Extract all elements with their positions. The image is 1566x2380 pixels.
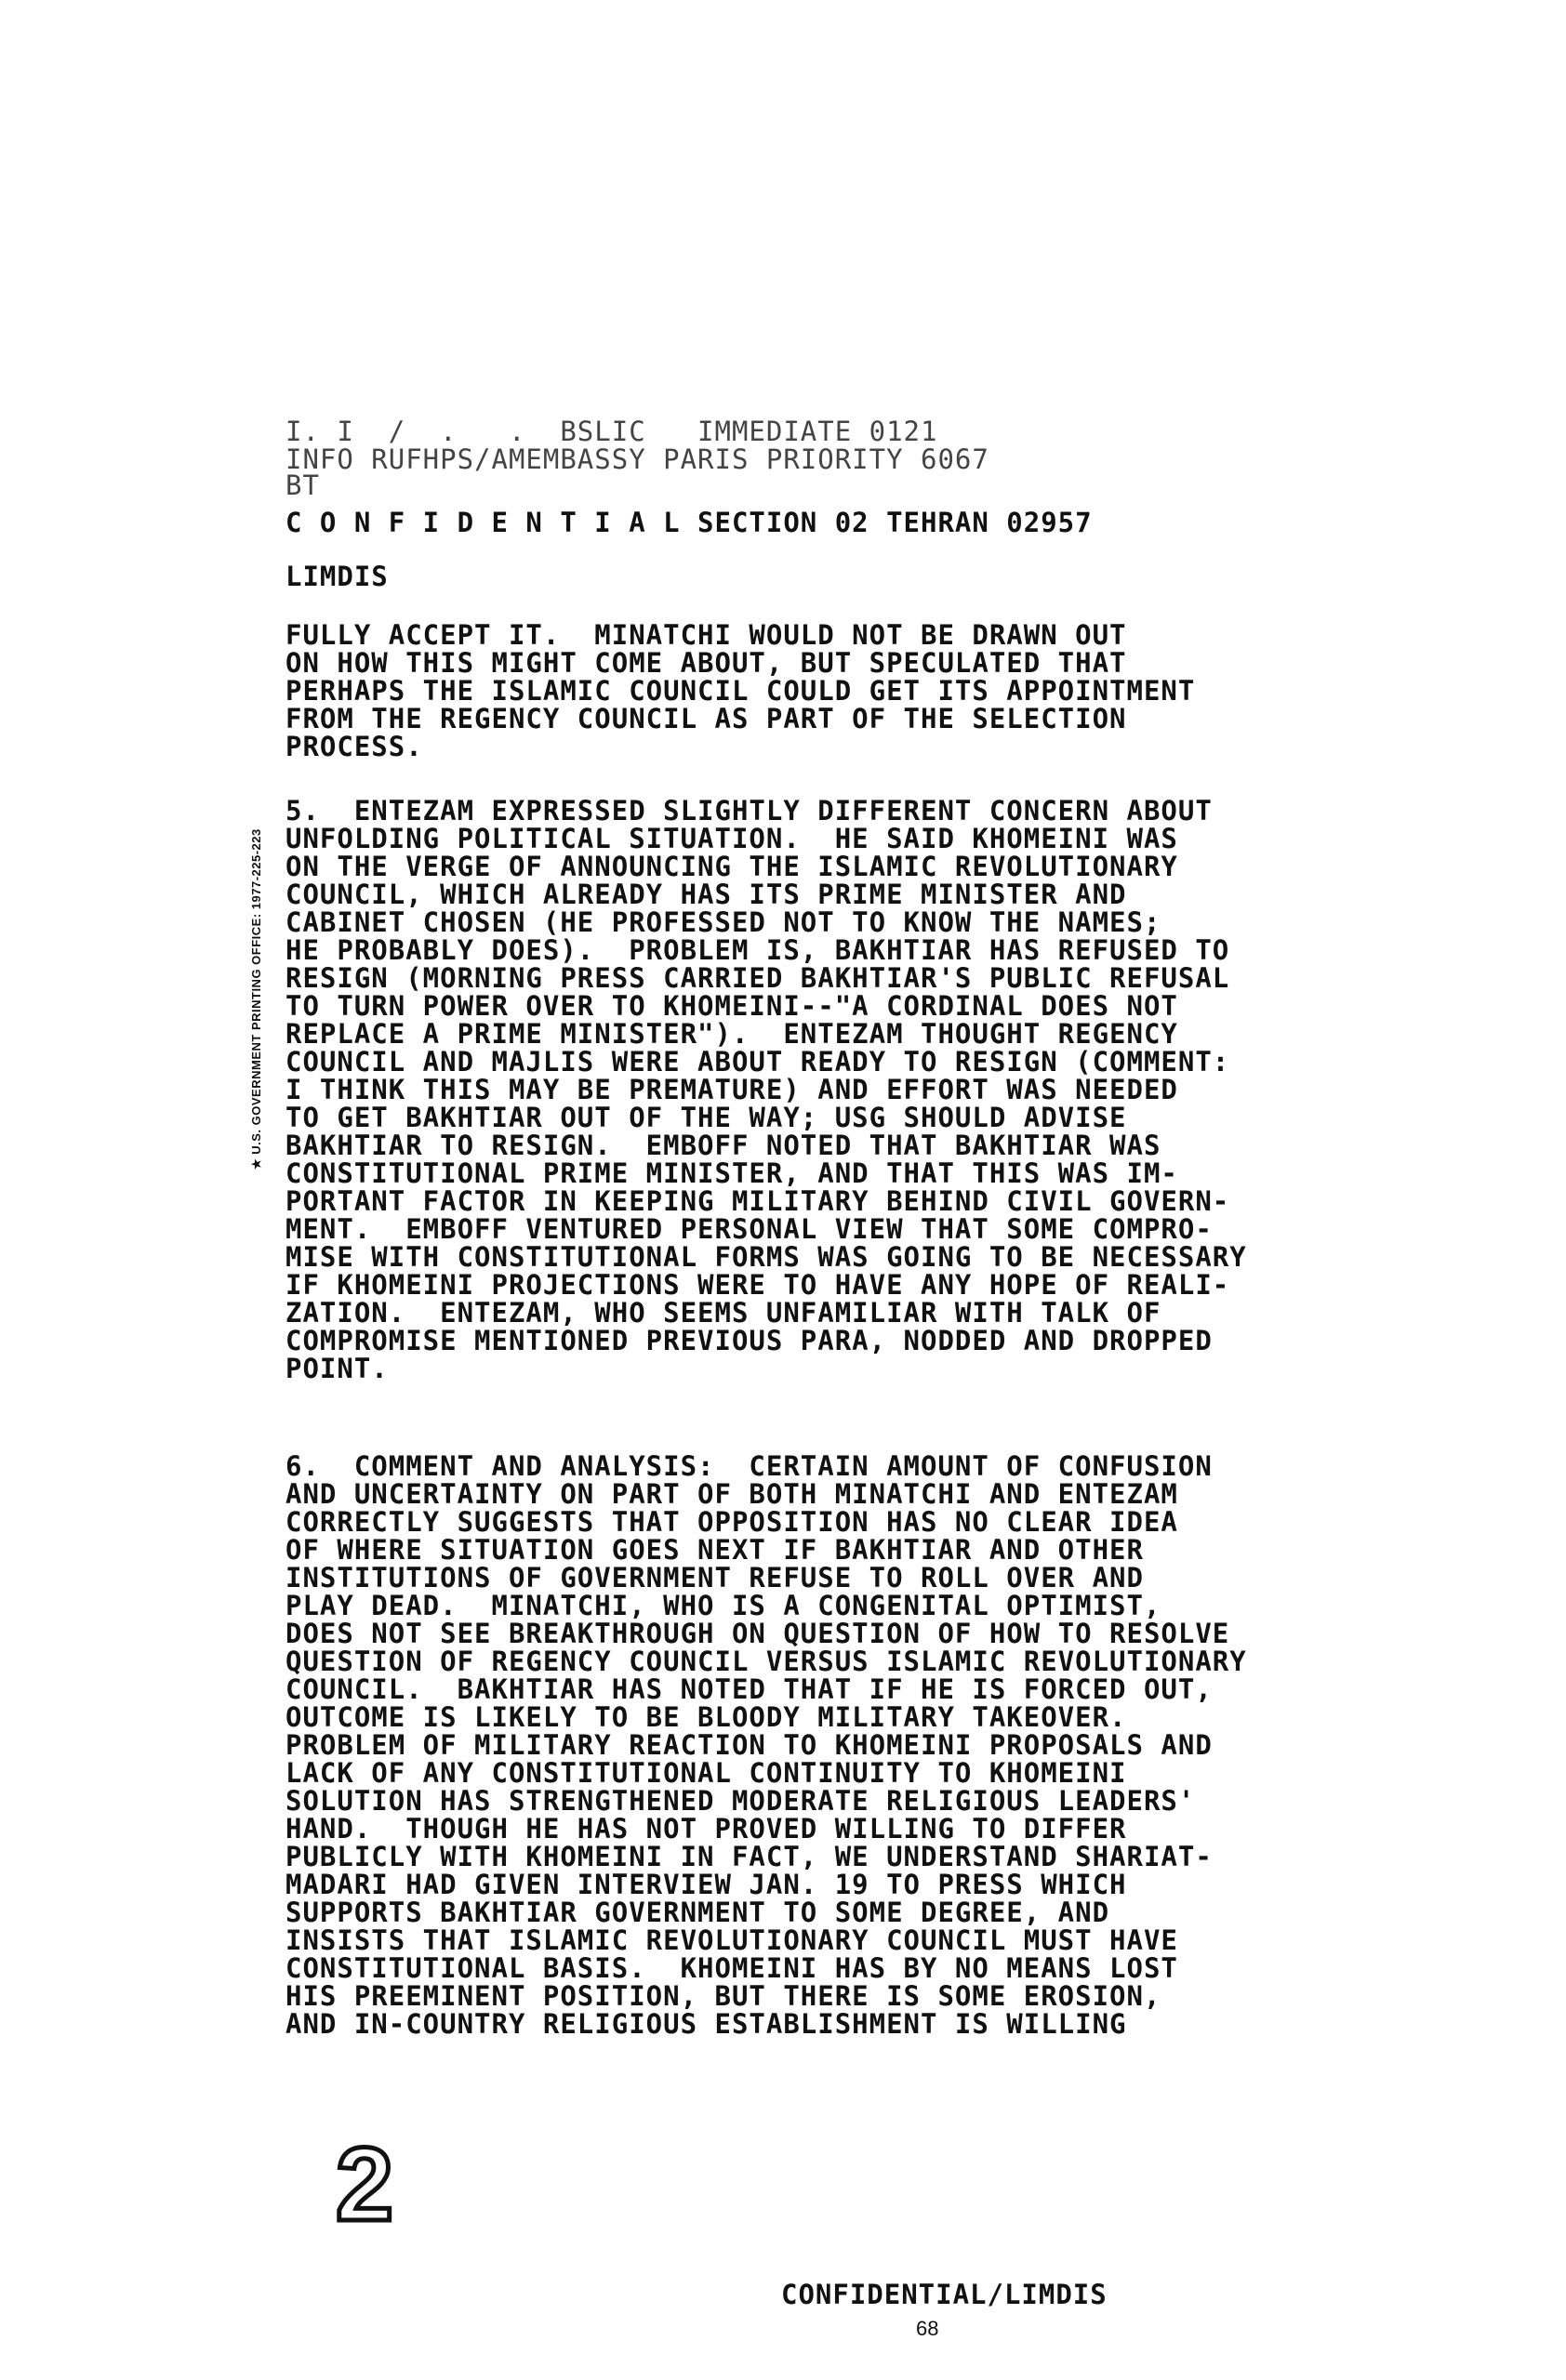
paragraph-4-line: FROM THE REGENCY COUNCIL AS PART OF THE SELECTION	[285, 703, 1127, 734]
paragraph-6-line: AND IN-COUNTRY RELIGIOUS ESTABLISHMENT IS WILLING	[285, 2008, 1127, 2040]
paragraph-6-line: 6. COMMENT AND ANALYSIS: CERTAIN AMOUNT OF CONFUSION	[285, 1450, 1213, 1482]
paragraph-6-line: AND UNCERTAINTY ON PART OF BOTH MINATCHI AND ENTEZAM	[285, 1478, 1178, 1510]
paragraph-6-line: OF WHERE SITUATION GOES NEXT IF BAKHTIAR AND OTHER	[285, 1534, 1144, 1566]
paragraph-5-line: MISE WITH CONSTITUTIONAL FORMS WAS GOING TO BE NECESSARY	[285, 1241, 1247, 1273]
paragraph-6-line: PUBLICLY WITH KHOMEINI IN FACT, WE UNDERSTAND SHARIAT-	[285, 1841, 1213, 1872]
paragraph-6-line: DOES NOT SEE BREAKTHROUGH ON QUESTION OF HOW TO RESOLVE	[285, 1618, 1230, 1649]
paragraph-4-line: FULLY ACCEPT IT. MINATCHI WOULD NOT BE DRAWN OUT	[285, 619, 1127, 651]
paragraph-6-line: CORRECTLY SUGGESTS THAT OPPOSITION HAS NO CLEAR IDEA	[285, 1506, 1178, 1538]
paragraph-6-line: MADARI HAD GIVEN INTERVIEW JAN. 19 TO PRESS WHICH	[285, 1869, 1127, 1900]
caveat-limdis: LIMDIS	[285, 561, 389, 592]
number-stamp	[327, 2131, 402, 2233]
stamp-number: 2	[335, 2131, 394, 2233]
paragraph-4-line: PERHAPS THE ISLAMIC COUNCIL COULD GET ITS APPOINTMENT	[285, 675, 1196, 707]
paragraph-5-line: CONSTITUTIONAL PRIME MINISTER, AND THAT THIS WAS IM-	[285, 1157, 1178, 1189]
paragraph-5-line: ZATION. ENTEZAM, WHO SEEMS UNFAMILIAR WITH TALK OF	[285, 1297, 1161, 1329]
paragraph-6-line: COUNCIL. BAKHTIAR HAS NOTED THAT IF HE IS FORCED OUT,	[285, 1673, 1213, 1705]
paragraph-6-line: INSISTS THAT ISLAMIC REVOLUTIONARY COUNCIL MUST HAVE	[285, 1924, 1178, 1956]
paragraph-5-line: COUNCIL, WHICH ALREADY HAS ITS PRIME MINISTER AND	[285, 879, 1127, 910]
paragraph-5-line: HE PROBABLY DOES). PROBLEM IS, BAKHTIAR HAS REFUSED TO	[285, 934, 1230, 966]
paragraph-6-line: SOLUTION HAS STRENGTHENED MODERATE RELIGIOUS LEADERS'	[285, 1785, 1196, 1817]
paragraph-5-line: ON THE VERGE OF ANNOUNCING THE ISLAMIC REVOLUTIONARY	[285, 851, 1178, 882]
paragraph-5-line: COMPROMISE MENTIONED PREVIOUS PARA, NODDED AND DROPPED	[285, 1325, 1213, 1356]
classification-line: C O N F I D E N T I A L SECTION 02 TEHRAN 02957	[285, 507, 1093, 538]
paragraph-5-line: TO GET BAKHTIAR OUT OF THE WAY; USG SHOULD ADVISE	[285, 1102, 1127, 1133]
routing-line-1: I. I / . . BSLIC IMMEDIATE 0121	[285, 416, 938, 447]
paragraph-5-line: UNFOLDING POLITICAL SITUATION. HE SAID KHOMEINI WAS	[285, 823, 1178, 854]
paragraph-6-line: OUTCOME IS LIKELY TO BE BLOODY MILITARY TAKEOVER.	[285, 1701, 1127, 1733]
paragraph-5-line: PORTANT FACTOR IN KEEPING MILITARY BEHIND CIVIL GOVERN-	[285, 1185, 1230, 1217]
routing-line-3: BT	[285, 469, 320, 501]
paragraph-4-line: ON HOW THIS MIGHT COME ABOUT, BUT SPECULATED THAT	[285, 647, 1127, 679]
page-number: 68	[916, 2317, 939, 2340]
paragraph-5-line: COUNCIL AND MAJLIS WERE ABOUT READY TO RESIGN (COMMENT:	[285, 1046, 1230, 1078]
paragraph-5-line: BAKHTIAR TO RESIGN. EMBOFF NOTED THAT BAKHTIAR WAS	[285, 1130, 1161, 1161]
paragraph-6-line: PLAY DEAD. MINATCHI, WHO IS A CONGENITAL OPTIMIST,	[285, 1590, 1161, 1621]
paragraph-5-line: TO TURN POWER OVER TO KHOMEINI--"A CORDINAL DOES NOT	[285, 990, 1178, 1022]
paragraph-6-line: HAND. THOUGH HE HAS NOT PROVED WILLING TO DIFFER	[285, 1813, 1127, 1844]
gpo-margin-imprint: ★ U.S. GOVERNMENT PRINTING OFFICE: 1977-225-223	[249, 828, 263, 1170]
paragraph-6-line: SUPPORTS BAKHTIAR GOVERNMENT TO SOME DEGREE, AND	[285, 1897, 1110, 1928]
paragraph-6-line: HIS PREEMINENT POSITION, BUT THERE IS SOME EROSION,	[285, 1980, 1161, 2012]
paragraph-5-line: IF KHOMEINI PROJECTIONS WERE TO HAVE ANY HOPE OF REALI-	[285, 1269, 1230, 1301]
paragraph-6-line: CONSTITUTIONAL BASIS. KHOMEINI HAS BY NO MEANS LOST	[285, 1952, 1178, 1984]
paragraph-5-line: POINT.	[285, 1353, 389, 1384]
paragraph-6-line: QUESTION OF REGENCY COUNCIL VERSUS ISLAMIC REVOLUTIONARY	[285, 1646, 1247, 1677]
paragraph-5-line: 5. ENTEZAM EXPRESSED SLIGHTLY DIFFERENT CONCERN ABOUT	[285, 795, 1213, 826]
paragraph-4-line: PROCESS.	[285, 731, 423, 762]
paragraph-5-line: RESIGN (MORNING PRESS CARRIED BAKHTIAR'S PUBLIC REFUSAL	[285, 962, 1230, 994]
paragraph-6-line: PROBLEM OF MILITARY REACTION TO KHOMEINI PROPOSALS AND	[285, 1729, 1213, 1761]
paragraph-5-line: I THINK THIS MAY BE PREMATURE) AND EFFORT WAS NEEDED	[285, 1074, 1178, 1105]
paragraph-5-line: CABINET CHOSEN (HE PROFESSED NOT TO KNOW THE NAMES;	[285, 906, 1161, 938]
footer-classification: CONFIDENTIAL/LIMDIS	[781, 2279, 1108, 2310]
paragraph-6-line: INSTITUTIONS OF GOVERNMENT REFUSE TO ROLL OVER AND	[285, 1562, 1144, 1593]
paragraph-5-line: REPLACE A PRIME MINISTER"). ENTEZAM THOUGHT REGENCY	[285, 1018, 1178, 1050]
paragraph-6-line: LACK OF ANY CONSTITUTIONAL CONTINUITY TO KHOMEINI	[285, 1757, 1127, 1789]
routing-line-2: INFO RUFHPS/AMEMBASSY PARIS PRIORITY 6067	[285, 443, 989, 475]
paragraph-5-line: MENT. EMBOFF VENTURED PERSONAL VIEW THAT SOME COMPRO-	[285, 1213, 1213, 1245]
